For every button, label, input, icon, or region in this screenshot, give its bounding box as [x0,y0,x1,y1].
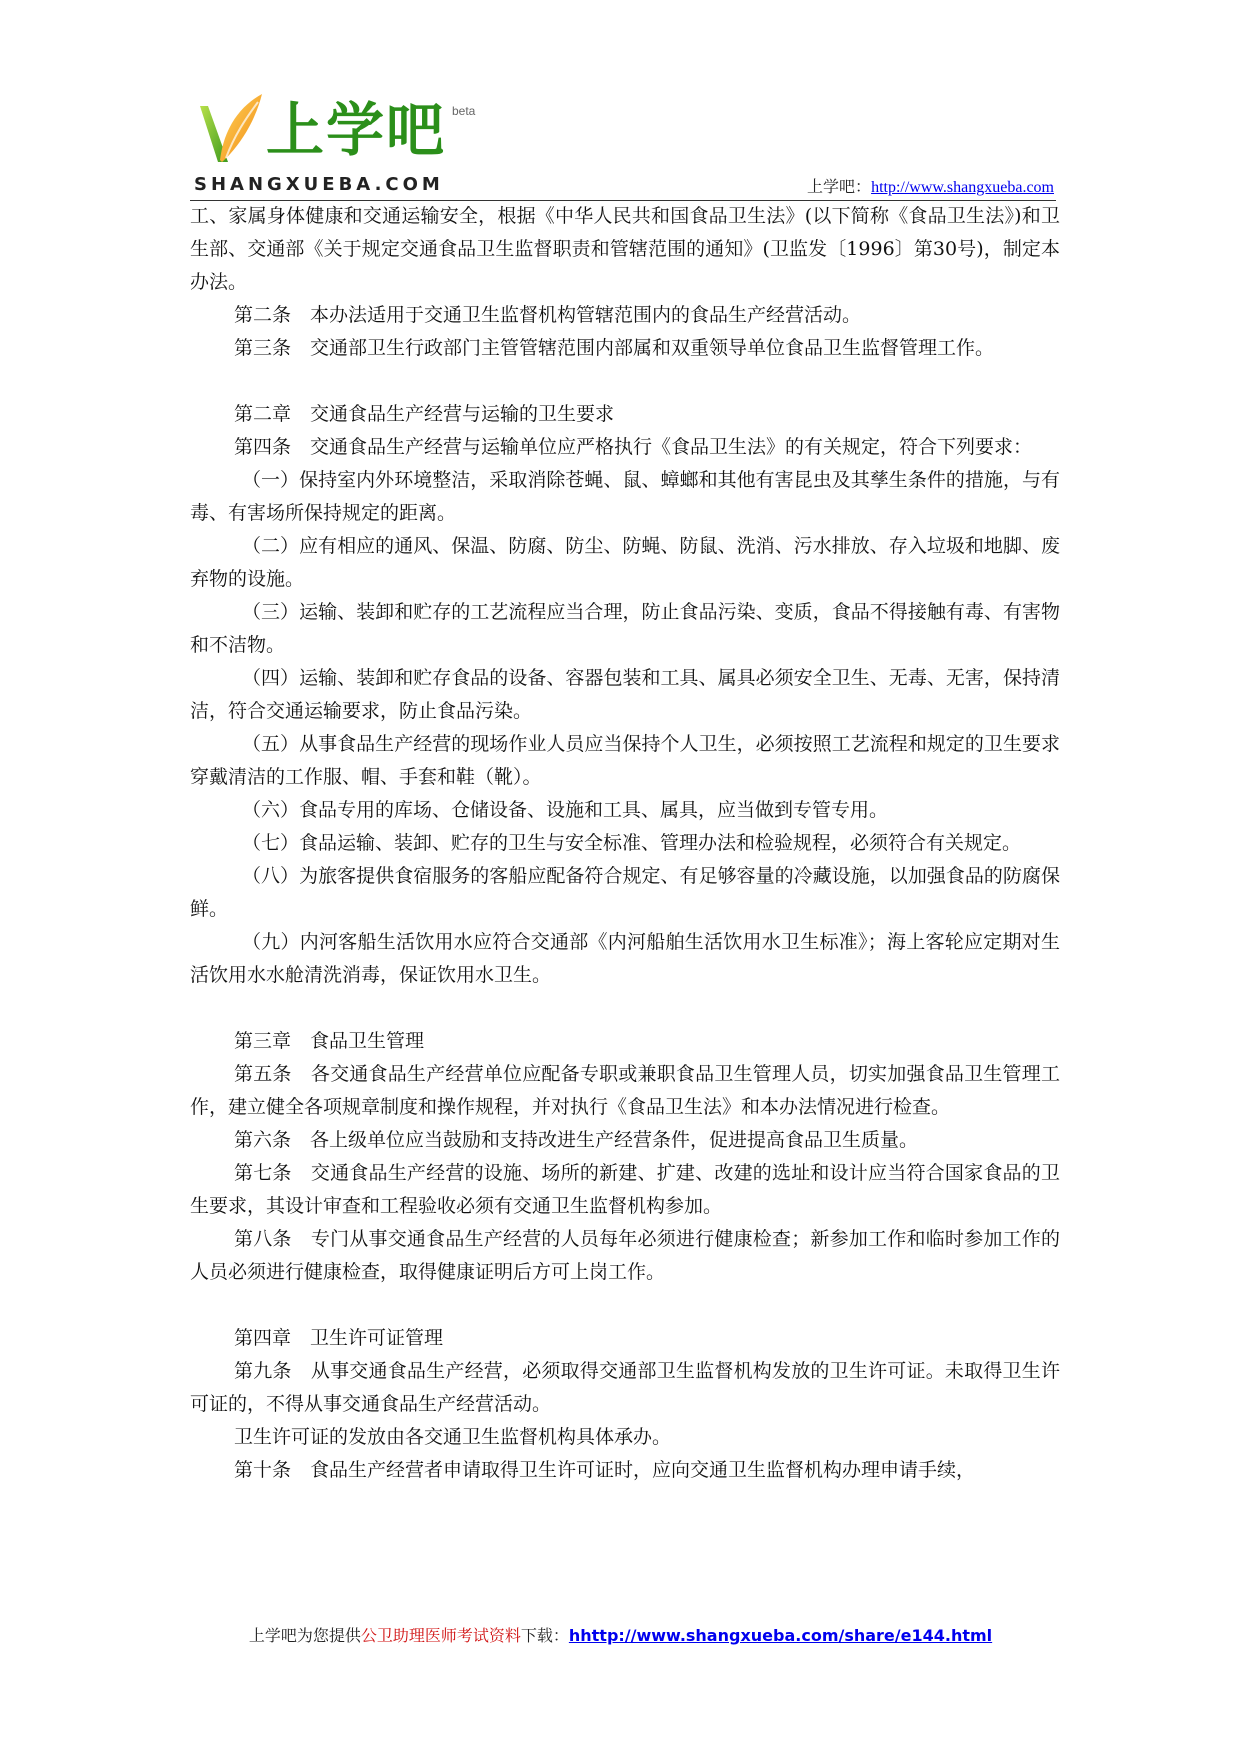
paragraph: 第五条 各交通食品生产经营单位应配备专职或兼职食品卫生管理人员，切实加强食品卫生管理工作，建立健全各项规章制度和操作规程，并对执行《食品卫生法》和本办法情况进行检查。 [190,1063,1060,1118]
paragraph: （九）内河客船生活饮用水应符合交通部《内河船舶生活饮用水卫生标准》；海上客轮应定期对生活饮用水水舱清洗消毒，保证饮用水卫生。 [190,931,1060,986]
paragraph: 第四章 卫生许可证管理 [234,1327,444,1349]
paragraph: 第八条 专门从事交通食品生产经营的人员每年必须进行健康检查；新参加工作和临时参加工作的人员必须进行健康检查，取得健康证明后方可上岗工作。 [190,1228,1060,1283]
footer-highlight[interactable]: 公卫助理医师考试资料 [360,1626,521,1645]
paragraph: 第七条 交通食品生产经营的设施、场所的新建、扩建、改建的选址和设计应当符合国家食品的卫生要求，其设计审查和工程验收必须有交通卫生监督机构参加。 [190,1162,1060,1217]
paragraph: （一）保持室内外环境整洁，采取消除苍蝇、鼠、蟑螂和其他有害昆虫及其孳生条件的措施，与有毒、有害场所保持规定的距离。 [190,469,1060,524]
page-header [190,88,1060,200]
paragraph: 工、家属身体健康和交通运输安全，根据《中华人民共和国食品卫生法》(以下简称《食品卫生法》)和卫生部、交通部《关于规定交通食品卫生监督职责和管辖范围的通知》(卫监发〔1996〕第30号)，制定本办法。 [190,205,1060,293]
paragraph: （四）运输、装卸和贮存食品的设备、容器包装和工具、属具必须安全卫生、无毒、无害，保持清洁，符合交通运输要求，防止食品污染。 [190,667,1060,722]
paragraph: 第三条 交通部卫生行政部门主管管辖范围内部属和双重领导单位食品卫生监督管理工作。 [234,337,995,359]
site-url-link[interactable]: http://www.shangxueba.com [871,179,1054,196]
paragraph: 第二章 交通食品生产经营与运输的卫生要求 [234,403,615,425]
paragraph: 第二条 本办法适用于交通卫生监督机构管辖范围内的食品生产经营活动。 [234,304,862,326]
site-logo[interactable] [190,88,490,200]
paragraph: （七）食品运输、装卸、贮存的卫生与安全标准、管理办法和检验规程，必须符合有关规定。 [242,832,1022,854]
paragraph: 第十条 食品生产经营者申请取得卫生许可证时，应向交通卫生监督机构办理申请手续， [234,1459,976,1481]
paragraph: 第三章 食品卫生管理 [234,1030,425,1052]
site-link [807,174,1054,197]
footer-download-link[interactable]: hhttp://www.shangxueba.com/share/e144.html [568,1626,993,1645]
paragraph: （二）应有相应的通风、保温、防腐、防尘、防蝇、防鼠、洗消、污水排放、存入垃圾和地脚、废弃物的设施。 [190,535,1060,590]
footer-suffix: 下载： [520,1626,569,1645]
paragraph: 第四条 交通食品生产经营与运输单位应严格执行《食品卫生法》的有关规定，符合下列要求： [234,436,1033,458]
paragraph: （五）从事食品生产经营的现场作业人员应当保持个人卫生，必须按照工艺流程和规定的卫生要求穿戴清洁的工作服、帽、手套和鞋（靴）。 [190,733,1060,788]
leaf-logo-icon [190,88,266,172]
logo-text: 上学吧 [266,96,447,164]
paragraph: （三）运输、装卸和贮存的工艺流程应当合理，防止食品污染、变质，食品不得接触有毒、有害物和不洁物。 [190,601,1060,656]
paragraph: （六）食品专用的库场、仓储设备、设施和工具、属具，应当做到专管专用。 [242,799,889,821]
logo-beta-label: beta [452,104,476,118]
paragraph: （八）为旅客提供食宿服务的客船应配备符合规定、有足够容量的冷藏设施，以加强食品的防腐保鲜。 [190,865,1060,920]
site-label: 上学吧： [807,177,872,196]
paragraph-gap [190,1289,1060,1322]
paragraph: 第六条 各上级单位应当鼓励和支持改进生产经营条件，促进提高食品卫生质量。 [234,1129,919,1151]
footer-prefix: 上学吧为您提供 [248,1626,361,1645]
logo-domain: SHANGXUEBA.COM [194,174,444,195]
document-body [190,200,1060,1487]
paragraph-gap [190,992,1060,1025]
paragraph-gap [190,365,1060,398]
paragraph: 卫生许可证的发放由各交通卫生监督机构具体承办。 [234,1426,672,1448]
paragraph: 第九条 从事交通食品生产经营，必须取得交通部卫生监督机构发放的卫生许可证。未取得卫生许可证的，不得从事交通食品生产经营活动。 [190,1360,1060,1415]
page-footer [0,1623,1241,1646]
